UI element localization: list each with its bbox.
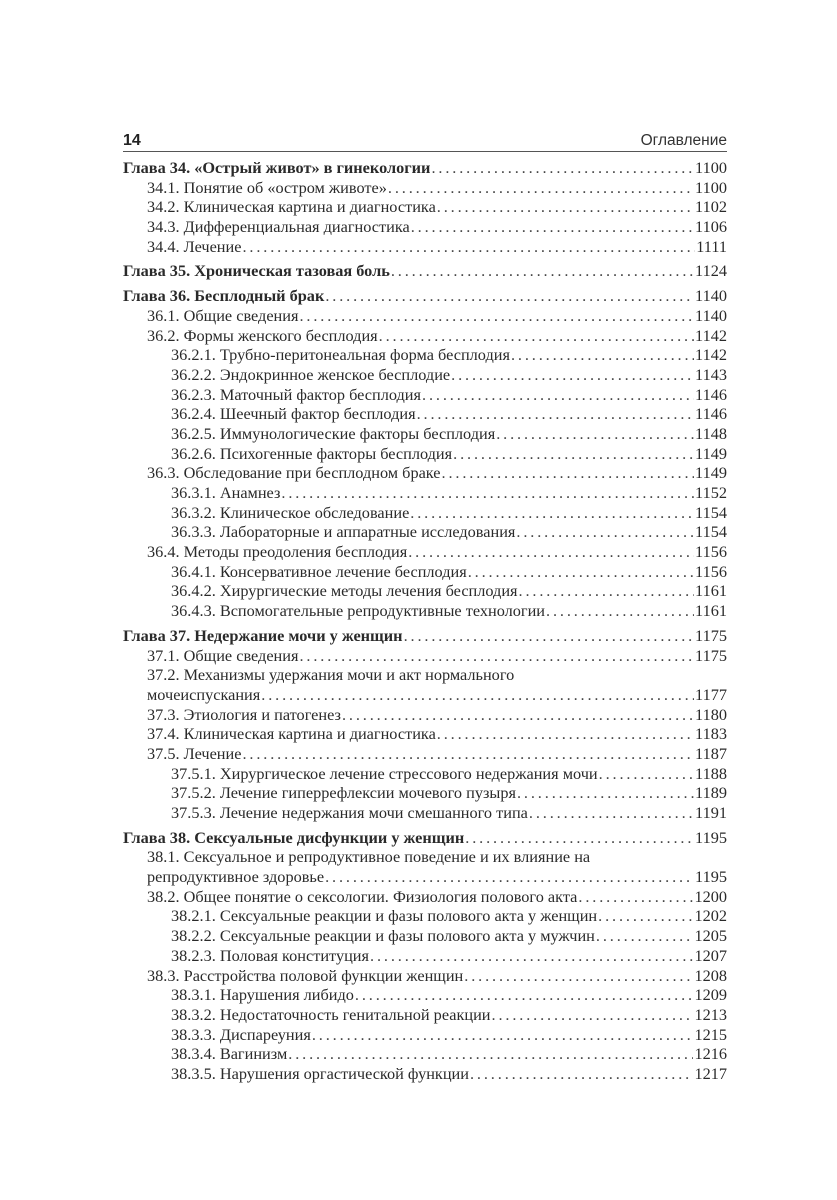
toc-entry-title: 37.2. Механизмы удержания мочи и акт нормального [147, 665, 515, 685]
toc-entry[interactable] [123, 522, 727, 542]
toc-entry-title: 36.3.1. Анамнез [171, 483, 281, 502]
toc-entry[interactable] [123, 985, 727, 1005]
toc-entry-title: 37.5.3. Лечение недержания мочи смешанного типа [171, 803, 528, 822]
toc-entry-title: 38.1. Сексуальное и репродуктивное поведение и их влияние на [147, 847, 591, 867]
toc-entry-page: 1217 [694, 1063, 727, 1083]
toc-entry-title: 36.2.3. Маточный фактор бесплодия [171, 384, 422, 404]
toc-entry-title: 34.1. Понятие об «остром животе» [147, 177, 387, 197]
toc-entry[interactable] [123, 764, 727, 784]
toc-entry-page: 1140 [695, 286, 727, 306]
dot-leader [453, 444, 694, 464]
toc-entry[interactable] [123, 803, 727, 823]
dot-leader [437, 197, 694, 217]
dot-leader [417, 404, 694, 424]
toc-entry-page: 1208 [694, 965, 727, 985]
dot-leader [546, 601, 694, 621]
toc-entry[interactable] [123, 581, 727, 601]
toc-entry-page: 1106 [695, 217, 727, 237]
toc-entry[interactable] [123, 326, 727, 346]
toc-chapter [123, 828, 727, 1084]
toc-entry-page: 1216 [694, 1044, 727, 1064]
toc-entry-title: 38.3.3. Диспареуния [171, 1024, 311, 1044]
dot-leader [529, 803, 694, 823]
toc-entry[interactable] [123, 783, 727, 803]
toc-entry[interactable] [123, 724, 727, 744]
toc-entry-page: 1175 [695, 645, 727, 665]
toc-entry-page: 1140 [695, 305, 727, 325]
toc-entry-page: 1175 [695, 625, 727, 645]
toc-entry[interactable] [123, 705, 727, 725]
toc-chapter-heading[interactable] [123, 158, 727, 178]
toc-entry-title: 36.2.5. Иммунологические факторы бесплодия [171, 423, 496, 443]
toc-entry-page: 1102 [695, 197, 727, 217]
dot-leader [242, 744, 694, 764]
toc-entry[interactable] [123, 217, 727, 237]
toc-entry-title: 36.1. Общие сведения [147, 305, 299, 325]
dot-leader [288, 1044, 693, 1064]
toc-chapter [123, 286, 727, 621]
dot-leader [404, 626, 694, 646]
toc-entry-title: 38.2.2. Сексуальные реакции и фазы полового акта у мужчин [171, 926, 595, 946]
toc-entry-title: Глава 36. Бесплодный брак [123, 286, 325, 306]
dot-leader [281, 483, 694, 503]
dot-leader [410, 503, 694, 523]
dot-leader [442, 463, 694, 483]
toc-entry-title: Глава 35. Хроническая тазовая боль [123, 261, 390, 281]
toc-entry-page: 1100 [695, 158, 727, 177]
toc-entry[interactable] [123, 562, 727, 582]
toc-entry[interactable] [123, 906, 727, 926]
toc-entry[interactable] [123, 463, 727, 483]
toc-entry-title: 38.3.4. Вагинизм [171, 1044, 288, 1064]
toc-entry-page: 1213 [694, 1004, 727, 1024]
toc-entry-title: 38.3.2. Недостаточность генитальной реакции [171, 1004, 491, 1024]
page-header [123, 128, 727, 152]
dot-leader [578, 887, 693, 907]
toc-chapter-heading[interactable] [123, 626, 727, 646]
toc-entry-title: 38.2.3. Половая конституция [171, 945, 369, 965]
dot-leader [437, 724, 694, 744]
toc-entry-page: 1149 [695, 443, 727, 463]
toc-entry-title: 38.2. Общее понятие о сексологии. Физиология полового акта [147, 886, 578, 906]
toc-entry-page: 1142 [695, 325, 727, 345]
dot-leader [242, 237, 695, 257]
toc-chapter-heading[interactable] [123, 286, 727, 306]
toc-entry[interactable] [123, 345, 727, 365]
toc-entry-page: 1124 [695, 261, 727, 281]
toc-entry[interactable] [123, 887, 727, 907]
toc-entry[interactable] [123, 665, 727, 685]
toc-entry-title: 36.4.1. Консервативное лечение бесплодия [171, 561, 467, 581]
dot-leader [422, 385, 694, 405]
toc-entry-page: 1202 [694, 906, 727, 926]
dot-leader [451, 365, 694, 385]
toc-entry[interactable] [123, 365, 727, 385]
dot-leader [517, 783, 694, 803]
toc-entry-title: 36.4.3. Вспомогательные репродуктивные технологии [171, 601, 545, 621]
toc-entry[interactable] [123, 237, 727, 257]
dot-leader [312, 1025, 694, 1045]
toc-entry[interactable] [123, 1005, 727, 1025]
toc-entry-title: 36.2.1. Трубно-перитонеальная форма бесплодия [171, 345, 510, 365]
toc-entry-page: 1142 [695, 345, 727, 365]
toc-entry[interactable] [123, 646, 727, 666]
toc-entry-title: 38.3.1. Нарушения либидо [171, 985, 354, 1005]
toc-chapter-heading[interactable] [123, 828, 727, 848]
toc-entry-page: 1148 [695, 423, 727, 443]
toc-entry-page: 1100 [695, 177, 727, 197]
toc-entry-title: репродуктивное здоровье [147, 867, 325, 887]
dot-leader [342, 705, 694, 725]
toc-entry-title: 37.5.2. Лечение гиперрефлексии мочевого пузыря [171, 783, 516, 803]
toc-entry-page: 1205 [694, 926, 727, 946]
toc-chapter [123, 626, 727, 823]
toc-entry-title: 36.3. Обследование при бесплодном браке [147, 463, 441, 483]
toc-entry-title: Глава 34. «Острый живот» в гинекологии [123, 158, 431, 177]
toc-entry-page: 1143 [695, 364, 727, 384]
dot-leader [465, 828, 694, 848]
dot-leader [370, 946, 693, 966]
running-head: Оглавление [640, 132, 727, 149]
toc-entry-page: 1149 [695, 463, 727, 483]
table-of-contents [123, 158, 727, 1084]
dot-leader [325, 867, 694, 887]
toc-entry-title: 36.2.6. Психогенные факторы бесплодия [171, 443, 453, 463]
toc-chapter [123, 261, 727, 281]
toc-entry[interactable] [123, 926, 727, 946]
toc-entry-continuation[interactable] [123, 685, 727, 705]
toc-chapter [123, 158, 727, 256]
toc-entry[interactable] [123, 424, 727, 444]
toc-entry-page: 1188 [695, 763, 727, 783]
toc-entry-title: 36.2.4. Шеечный фактор бесплодия [171, 404, 416, 424]
dot-leader [325, 286, 694, 306]
toc-entry-page: 1215 [694, 1024, 727, 1044]
toc-entry-title: мочеиспускания [147, 684, 261, 704]
dot-leader [379, 326, 694, 346]
toc-entry-continuation[interactable] [123, 867, 727, 887]
toc-entry-title: 38.3.5. Нарушения оргастической функции [171, 1063, 469, 1083]
toc-entry-title: 37.3. Этиология и патогенез [147, 704, 341, 724]
dot-leader [299, 306, 694, 326]
dot-leader [261, 685, 694, 705]
dot-leader [411, 217, 694, 237]
toc-entry-title: 36.4. Методы преодоления бесплодия [147, 542, 408, 562]
toc-entry[interactable] [123, 744, 727, 764]
toc-entry-page: 1209 [694, 985, 727, 1005]
toc-entry-page: 1191 [695, 803, 727, 822]
dot-leader [598, 906, 693, 926]
toc-entry[interactable] [123, 444, 727, 464]
toc-entry-page: 1156 [695, 561, 727, 581]
toc-entry-title: 37.1. Общие сведения [147, 645, 299, 665]
toc-entry-page: 1154 [695, 522, 727, 542]
dot-leader [464, 966, 693, 986]
toc-entry[interactable] [123, 385, 727, 405]
toc-entry[interactable] [123, 503, 727, 523]
toc-entry-title: 34.3. Дифференциальная диагностика [147, 217, 410, 237]
toc-entry-page: 1189 [695, 783, 727, 803]
toc-entry-title: 36.2.2. Эндокринное женское бесплодие [171, 364, 451, 384]
toc-entry[interactable] [123, 178, 727, 198]
toc-entry[interactable] [123, 404, 727, 424]
toc-entry[interactable] [123, 847, 727, 867]
dot-leader [468, 562, 694, 582]
toc-entry-title: Глава 37. Недержание мочи у женщин [123, 625, 403, 645]
toc-entry[interactable] [123, 1064, 727, 1084]
toc-entry-title: 38.2.1. Сексуальные реакции и фазы полового акта у женщин [171, 906, 598, 926]
toc-entry-page: 1195 [695, 827, 727, 847]
toc-entry-page: 1183 [695, 724, 727, 744]
toc-entry-page: 1187 [695, 743, 727, 763]
toc-entry-title: 34.2. Клиническая картина и диагностика [147, 197, 436, 217]
toc-entry-page: 1207 [694, 945, 727, 965]
toc-chapter-heading[interactable] [123, 261, 727, 281]
dot-leader [496, 424, 694, 444]
toc-entry[interactable] [123, 306, 727, 326]
toc-entry-title: 36.3.3. Лабораторные и аппаратные исследования [171, 522, 516, 542]
toc-page [123, 128, 727, 1089]
toc-entry-title: 36.3.2. Клиническое обследование [171, 502, 410, 522]
dot-leader [388, 178, 694, 198]
dot-leader [408, 542, 694, 562]
toc-entry-title: 37.5. Лечение [147, 743, 242, 763]
dot-leader [299, 646, 694, 666]
dot-leader [596, 926, 694, 946]
page-number: 14 [123, 132, 141, 149]
toc-entry-title: 38.3. Расстройства половой функции женщин [147, 965, 464, 985]
toc-entry-page: 1111 [696, 236, 727, 256]
dot-leader [516, 522, 694, 542]
dot-leader [492, 1005, 694, 1025]
toc-entry-page: 1177 [695, 684, 727, 704]
toc-entry-page: 1200 [694, 886, 727, 906]
dot-leader [391, 261, 694, 281]
toc-entry[interactable] [123, 1025, 727, 1045]
toc-entry[interactable] [123, 601, 727, 621]
toc-entry-title: Глава 38. Сексуальные дисфункции у женщин [123, 827, 465, 847]
dot-leader [470, 1064, 693, 1084]
toc-entry-page: 1180 [695, 704, 727, 724]
toc-entry-page: 1152 [695, 483, 727, 502]
toc-entry-page: 1146 [695, 384, 727, 404]
dot-leader [355, 985, 694, 1005]
toc-entry[interactable] [123, 197, 727, 217]
toc-entry[interactable] [123, 966, 727, 986]
toc-entry[interactable] [123, 483, 727, 503]
dot-leader [431, 158, 694, 178]
toc-entry[interactable] [123, 542, 727, 562]
toc-entry-page: 1161 [695, 581, 727, 601]
toc-entry[interactable] [123, 1044, 727, 1064]
toc-entry-page: 1156 [695, 542, 727, 562]
dot-leader [599, 764, 694, 784]
dot-leader [511, 345, 694, 365]
toc-entry-page: 1146 [695, 404, 727, 424]
toc-entry-title: 34.4. Лечение [147, 236, 242, 256]
toc-entry-page: 1195 [695, 867, 727, 887]
toc-entry-title: 36.4.2. Хирургические методы лечения бесплодия [171, 581, 518, 601]
toc-entry-title: 36.2. Формы женского бесплодия [147, 325, 378, 345]
toc-entry-title: 37.4. Клиническая картина и диагностика [147, 724, 436, 744]
toc-entry-title: 37.5.1. Хирургическое лечение стрессового недержания мочи [171, 763, 598, 783]
toc-entry-page: 1161 [695, 601, 727, 621]
toc-entry-page: 1154 [695, 502, 727, 522]
toc-entry[interactable] [123, 946, 727, 966]
dot-leader [519, 581, 694, 601]
